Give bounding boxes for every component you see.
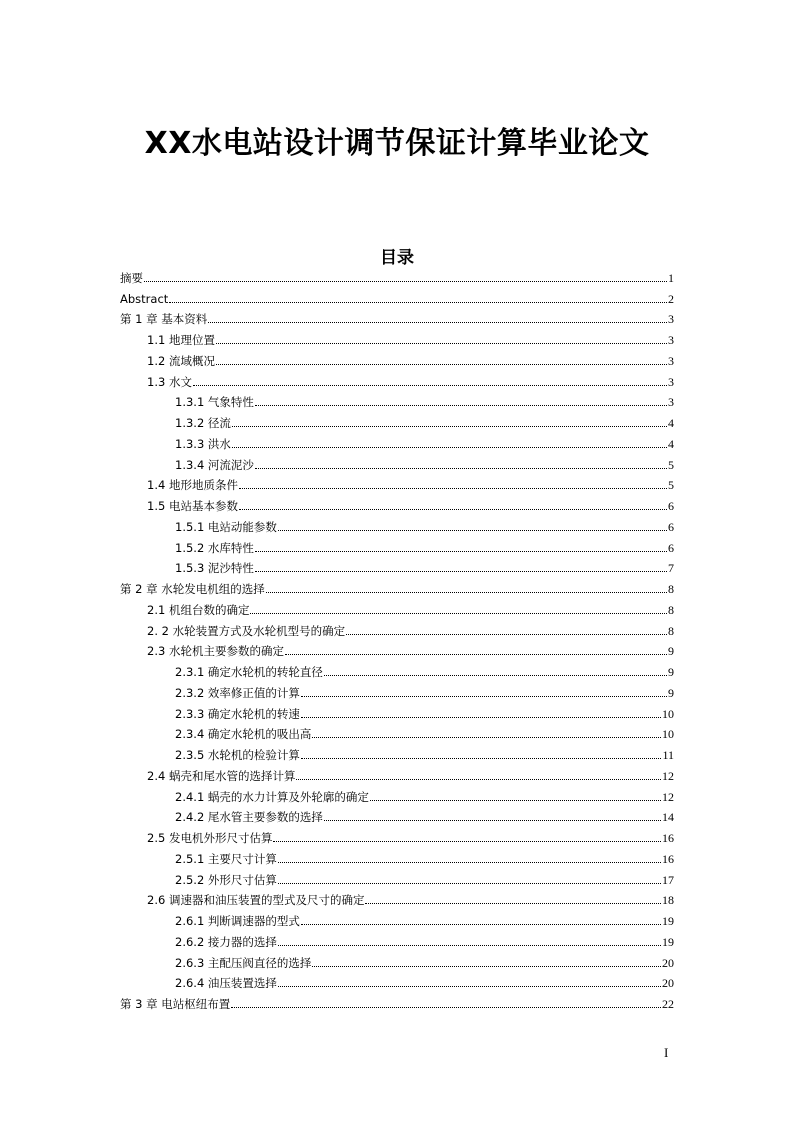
dot-leader bbox=[216, 343, 667, 344]
toc-entry-title: 1.2 流域概况 bbox=[147, 353, 215, 368]
dot-leader bbox=[278, 862, 661, 863]
dot-leader bbox=[324, 675, 667, 676]
toc-entry-title: 1.3 水文 bbox=[147, 374, 192, 389]
dot-leader bbox=[278, 883, 661, 884]
dot-leader bbox=[216, 364, 667, 365]
toc-entry-page: 12 bbox=[662, 768, 674, 783]
toc-entry[interactable] bbox=[120, 804, 674, 825]
toc-entry-title: 2.3.4 确定水轮机的吸出高 bbox=[175, 727, 312, 742]
toc-entry[interactable] bbox=[120, 741, 674, 762]
dot-leader bbox=[301, 758, 662, 759]
toc-entry-title: 1.1 地理位置 bbox=[147, 333, 215, 347]
toc-entry[interactable] bbox=[120, 928, 674, 949]
dot-leader bbox=[255, 468, 667, 469]
toc-entry[interactable] bbox=[120, 575, 674, 596]
toc-entry-page: 4 bbox=[668, 436, 674, 451]
toc-entry-title: 2.6.4 油压装置选择 bbox=[175, 976, 277, 991]
toc-entry-page: 17 bbox=[662, 872, 674, 887]
toc-entry-page: 19 bbox=[662, 934, 674, 949]
toc-entry-page: 12 bbox=[662, 789, 674, 804]
toc-entry-page: 16 bbox=[662, 851, 674, 866]
toc-entry[interactable] bbox=[120, 824, 674, 845]
toc-entry-page: 14 bbox=[662, 810, 674, 825]
toc-entry[interactable] bbox=[120, 264, 674, 285]
toc-entry[interactable] bbox=[120, 721, 674, 742]
toc-entry[interactable] bbox=[120, 762, 674, 783]
toc-entry-title: 2.3.5 水轮机的检验计算 bbox=[175, 748, 300, 762]
toc-entry-page: 5 bbox=[668, 457, 674, 472]
dot-leader bbox=[232, 426, 667, 427]
dot-leader bbox=[250, 613, 667, 614]
toc-entry-title: 2.4.2 尾水管主要参数的选择 bbox=[175, 810, 323, 825]
toc-entry-title: 第 3 章 电站枢纽布置 bbox=[120, 997, 231, 1011]
dot-leader bbox=[285, 654, 667, 655]
toc-entry-page: 9 bbox=[668, 644, 674, 659]
toc-entry[interactable] bbox=[120, 907, 674, 928]
toc-entry-page: 4 bbox=[668, 416, 674, 430]
dot-leader bbox=[278, 530, 667, 531]
toc-entry-page: 9 bbox=[668, 685, 674, 700]
toc-entry-page: 6 bbox=[668, 540, 674, 555]
toc-entry-page: 3 bbox=[668, 395, 674, 410]
toc-entry[interactable] bbox=[120, 472, 674, 493]
toc-entry-page: 8 bbox=[668, 602, 674, 617]
toc-entry-title: 1.5.1 电站动能参数 bbox=[175, 519, 277, 534]
toc-entry[interactable] bbox=[120, 887, 674, 908]
toc-entry-title: 2.4.1 蜗壳的水力计算及外轮廓的确定 bbox=[175, 789, 369, 804]
dot-leader bbox=[370, 800, 661, 801]
toc-entry[interactable] bbox=[120, 970, 674, 991]
toc-entry-page: 8 bbox=[668, 623, 674, 638]
dot-leader bbox=[232, 447, 667, 448]
toc-entry-page: 6 bbox=[668, 499, 674, 513]
dot-leader bbox=[324, 820, 661, 821]
toc-entry-title: 2.3.2 效率修正值的计算 bbox=[175, 685, 300, 700]
dot-leader bbox=[169, 302, 667, 303]
toc-entry-title: 1.3.2 径流 bbox=[175, 416, 231, 430]
toc-entry-title: 1.5 电站基本参数 bbox=[147, 499, 238, 513]
toc-entry[interactable] bbox=[120, 845, 674, 866]
toc-entry-title: 1.4 地形地质条件 bbox=[147, 478, 238, 493]
toc-entry[interactable] bbox=[120, 285, 674, 306]
toc-entry-title: 2.6 调速器和油压装置的型式及尺寸的确定 bbox=[147, 893, 365, 908]
toc-entry-page: 1 bbox=[668, 270, 674, 285]
dot-leader bbox=[296, 779, 661, 780]
toc-entry-page: 3 bbox=[668, 333, 674, 347]
dot-leader bbox=[301, 696, 667, 697]
toc-entry-title: 2.5.2 外形尺寸估算 bbox=[175, 872, 277, 887]
toc-entry[interactable] bbox=[120, 990, 674, 1011]
toc-entry-title: 1.5.3 泥沙特性 bbox=[175, 561, 254, 576]
dot-leader bbox=[193, 385, 667, 386]
toc-entry-title: 2.5.1 主要尺寸计算 bbox=[175, 851, 277, 866]
dot-leader bbox=[278, 945, 661, 946]
toc-entry-title: 1.5.2 水库特性 bbox=[175, 540, 254, 555]
document-title: XX水电站设计调节保证计算毕业论文 bbox=[144, 126, 650, 161]
dot-leader bbox=[301, 717, 661, 718]
toc-entry[interactable] bbox=[120, 638, 674, 659]
toc-entry-page: 9 bbox=[668, 665, 674, 679]
toc-entry-title: 1.3.1 气象特性 bbox=[175, 395, 254, 410]
toc-entry-page: 22 bbox=[662, 997, 674, 1011]
dot-leader bbox=[239, 488, 667, 489]
toc-entry[interactable] bbox=[120, 513, 674, 534]
toc-entry-page: 19 bbox=[662, 914, 674, 928]
toc-entry[interactable] bbox=[120, 679, 674, 700]
dot-leader bbox=[255, 551, 667, 552]
table-of-contents bbox=[120, 264, 674, 1011]
dot-leader bbox=[278, 986, 661, 987]
toc-entry-title: 2.4 蜗壳和尾水管的选择计算 bbox=[147, 768, 296, 783]
toc-entry[interactable] bbox=[120, 658, 674, 679]
toc-entry[interactable] bbox=[120, 555, 674, 576]
toc-entry-title: 2.3.1 确定水轮机的转轮直径 bbox=[175, 665, 323, 679]
toc-entry-title: 第 2 章 水轮发电机组的选择 bbox=[120, 582, 265, 596]
toc-entry[interactable] bbox=[120, 700, 674, 721]
dot-leader bbox=[301, 924, 661, 925]
toc-entry[interactable] bbox=[120, 326, 674, 347]
toc-entry[interactable] bbox=[120, 451, 674, 472]
toc-entry-title: 2.5 发电机外形尺寸估算 bbox=[147, 831, 273, 845]
toc-entry-page: 3 bbox=[668, 312, 674, 327]
toc-entry-page: 6 bbox=[668, 519, 674, 534]
toc-entry-page: 20 bbox=[662, 976, 674, 991]
toc-entry[interactable] bbox=[120, 949, 674, 970]
toc-entry-page: 16 bbox=[662, 831, 674, 845]
toc-entry[interactable] bbox=[120, 430, 674, 451]
dot-leader bbox=[365, 903, 661, 904]
dot-leader bbox=[239, 509, 667, 510]
toc-entry-page: 20 bbox=[662, 955, 674, 970]
toc-entry[interactable] bbox=[120, 866, 674, 887]
footer-page-number: I bbox=[664, 1045, 669, 1060]
toc-entry-page: 18 bbox=[662, 893, 674, 908]
toc-entry[interactable] bbox=[120, 306, 674, 327]
toc-entry-title: 2.1 机组台数的确定 bbox=[147, 602, 250, 617]
dot-leader bbox=[346, 634, 667, 635]
toc-entry-title: 2.6.1 判断调速器的型式 bbox=[175, 914, 300, 928]
toc-entry-title: 1.3.3 洪水 bbox=[175, 436, 231, 451]
toc-entry-title: 第 1 章 基本资料 bbox=[120, 312, 208, 327]
toc-entry[interactable] bbox=[120, 492, 674, 513]
dot-leader bbox=[231, 1007, 661, 1008]
toc-entry-page: 7 bbox=[668, 561, 674, 576]
toc-entry-title: 1.3.4 河流泥沙 bbox=[175, 457, 254, 472]
toc-entry-page: 5 bbox=[668, 478, 674, 493]
dot-leader bbox=[273, 841, 661, 842]
dot-leader bbox=[266, 592, 667, 593]
toc-entry-page: 3 bbox=[668, 374, 674, 389]
toc-entry[interactable] bbox=[120, 409, 674, 430]
toc-entry[interactable] bbox=[120, 617, 674, 638]
toc-entry-title: 2.3 水轮机主要参数的确定 bbox=[147, 644, 284, 659]
dot-leader bbox=[208, 322, 667, 323]
toc-entry-title: Abstract bbox=[120, 291, 169, 306]
toc-entry-page: 8 bbox=[668, 582, 674, 596]
toc-entry[interactable] bbox=[120, 534, 674, 555]
toc-entry[interactable] bbox=[120, 783, 674, 804]
toc-entry-title: 2. 2 水轮装置方式及水轮机型号的确定 bbox=[147, 623, 346, 638]
toc-entry[interactable] bbox=[120, 389, 674, 410]
dot-leader bbox=[144, 281, 667, 282]
dot-leader bbox=[255, 571, 667, 572]
dot-leader bbox=[255, 405, 667, 406]
toc-entry-title: 2.6.2 接力器的选择 bbox=[175, 934, 277, 949]
toc-entry-page: 10 bbox=[662, 727, 674, 742]
toc-entry-page: 2 bbox=[668, 291, 674, 306]
toc-heading: 目录 bbox=[380, 248, 414, 268]
toc-entry-title: 2.6.3 主配压阀直径的选择 bbox=[175, 955, 312, 970]
toc-entry-page: 11 bbox=[662, 748, 674, 762]
toc-entry[interactable] bbox=[120, 368, 674, 389]
toc-entry-title: 摘要 bbox=[120, 270, 143, 285]
toc-entry[interactable] bbox=[120, 347, 674, 368]
toc-entry-title: 2.3.3 确定水轮机的转速 bbox=[175, 706, 300, 721]
toc-entry-page: 3 bbox=[668, 353, 674, 368]
toc-entry-page: 10 bbox=[662, 706, 674, 721]
toc-entry[interactable] bbox=[120, 596, 674, 617]
dot-leader bbox=[312, 966, 661, 967]
dot-leader bbox=[312, 737, 661, 738]
